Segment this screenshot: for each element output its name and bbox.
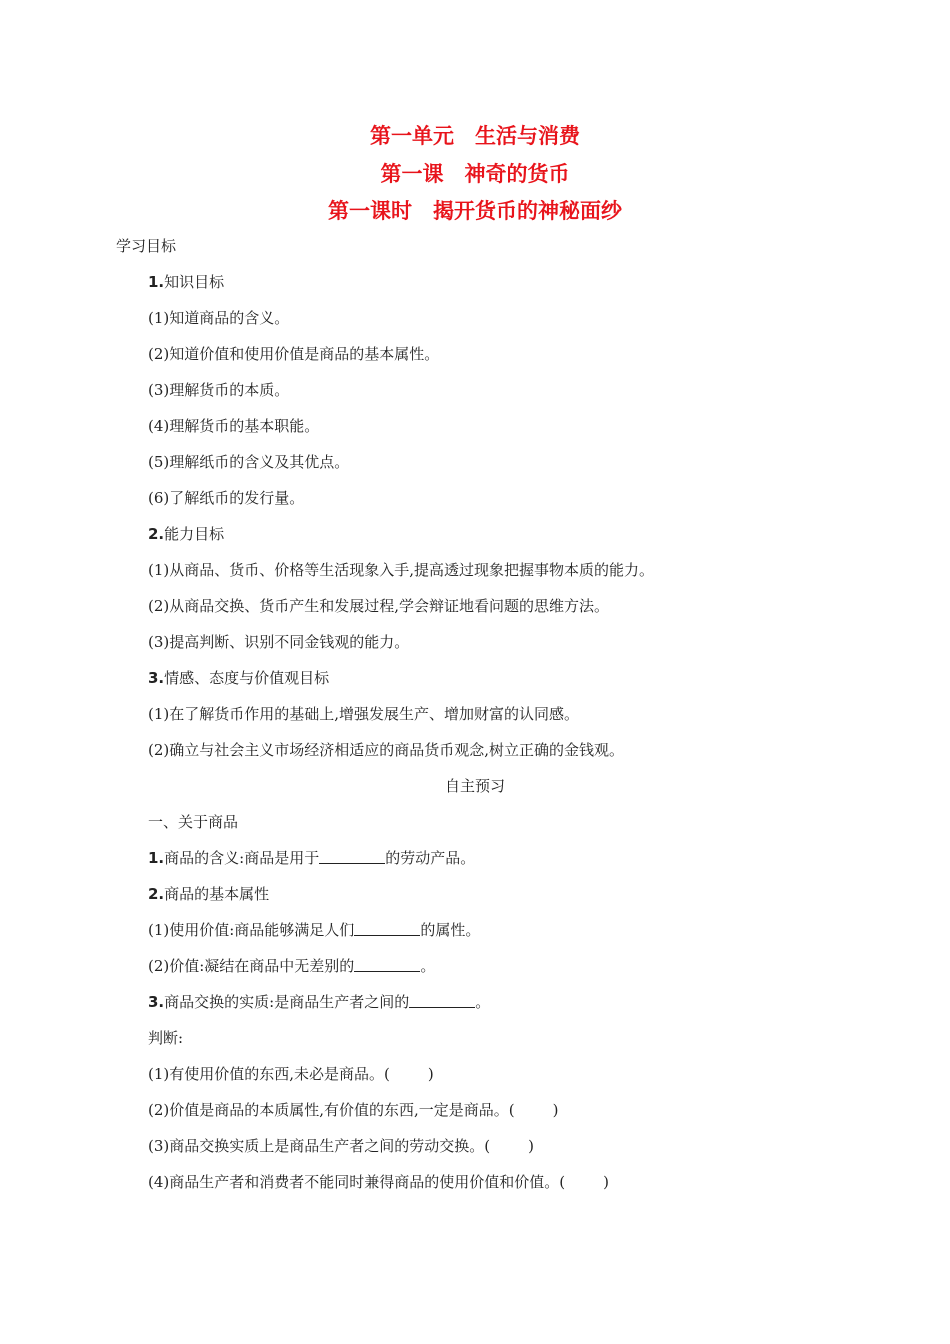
judge-item: (2)价值是商品的本质属性,有价值的东西,一定是商品。( ) [148, 1101, 559, 1119]
emotion-item: (1)在了解货币作用的基础上,增强发展生产、增加财富的认同感。 [148, 705, 580, 723]
question-2a: (1)使用价值:商品能够满足人们 的属性。 [148, 921, 481, 939]
question-3: 3.商品交换的实质:是商品生产者之间的 。 [148, 993, 491, 1011]
knowledge-goal-heading: 1.知识目标 [148, 273, 225, 291]
ability-item: (3)提高判断、识别不同金钱观的能力。 [148, 633, 410, 651]
judge-item: (4)商品生产者和消费者不能同时兼得商品的使用价值和价值。( ) [148, 1173, 609, 1191]
judge-item: (3)商品交换实质上是商品生产者之间的劳动交换。( ) [148, 1137, 534, 1155]
lesson-title: 第一课 神奇的货币 [380, 162, 570, 186]
knowledge-item: (4)理解货币的基本职能。 [148, 417, 320, 435]
fill-blank[interactable] [354, 957, 420, 972]
emotion-item: (2)确立与社会主义市场经济相适应的商品货币观念,树立正确的金钱观。 [148, 741, 625, 759]
judge-heading: 判断: [148, 1029, 184, 1047]
knowledge-item: (1)知道商品的含义。 [148, 309, 290, 327]
section-heading: 一、关于商品 [148, 813, 239, 831]
ability-item: (2)从商品交换、货币产生和发展过程,学会辩证地看问题的思维方法。 [148, 597, 610, 615]
judge-item: (1)有使用价值的东西,未必是商品。( ) [148, 1065, 434, 1083]
ability-item: (1)从商品、货币、价格等生活现象入手,提高透过现象把握事物本质的能力。 [148, 561, 655, 579]
knowledge-item: (2)知道价值和使用价值是商品的基本属性。 [148, 345, 440, 363]
preview-heading: 自主预习 [444, 777, 505, 795]
period-title: 第一课时 揭开货币的神秘面纱 [328, 199, 622, 223]
unit-title: 第一单元 生活与消费 [370, 124, 580, 148]
knowledge-item: (3)理解货币的本质。 [148, 381, 290, 399]
fill-blank[interactable] [409, 993, 475, 1008]
question-1: 1.商品的含义:商品是用于 的劳动产品。 [148, 849, 476, 867]
objectives-heading: 学习目标 [116, 237, 177, 255]
question-2b: (2)价值:凝结在商品中无差别的 。 [148, 957, 436, 975]
knowledge-item: (5)理解纸币的含义及其优点。 [148, 453, 350, 471]
ability-goal-heading: 2.能力目标 [148, 525, 225, 543]
emotion-goal-heading: 3.情感、态度与价值观目标 [148, 669, 330, 687]
fill-blank[interactable] [354, 921, 420, 936]
fill-blank[interactable] [319, 849, 385, 864]
question-2: 2.商品的基本属性 [148, 885, 270, 903]
knowledge-item: (6)了解纸币的发行量。 [148, 489, 305, 507]
